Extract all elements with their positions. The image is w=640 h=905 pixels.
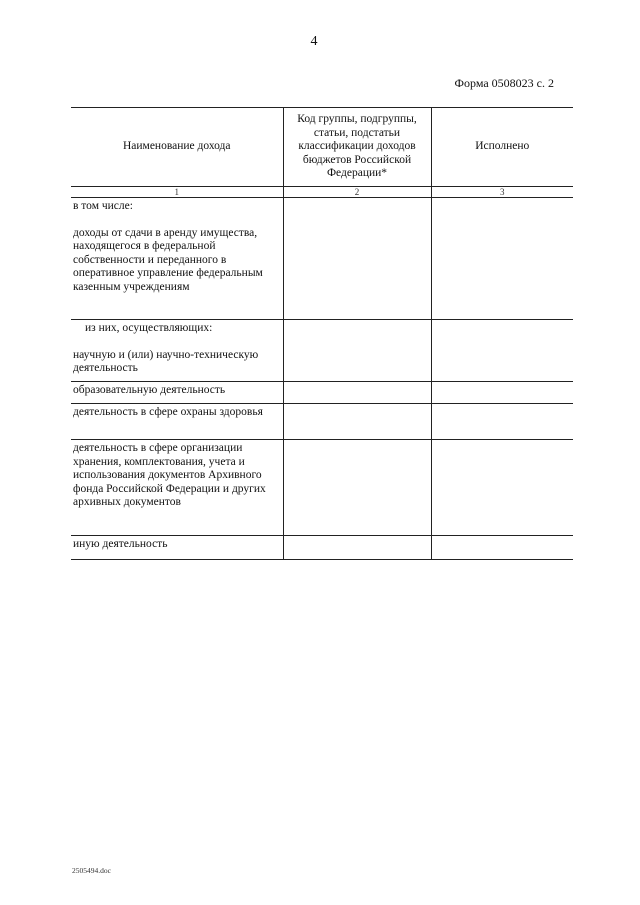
- executed-cell: [431, 404, 573, 440]
- row-label: деятельность в сфере организации хранения, комплектования, учета и использования документов Архивного фонда Российской Федерации и других архивных документов: [73, 442, 266, 508]
- column-number-2: 2: [283, 187, 431, 198]
- executed-cell: [431, 320, 573, 382]
- income-name-cell: [71, 404, 283, 440]
- code-cell: [283, 198, 431, 320]
- row-label: иную деятельность: [73, 538, 168, 550]
- executed-cell: [431, 382, 573, 404]
- executed-cell: [431, 198, 573, 320]
- table-header-row: [71, 108, 573, 187]
- income-name-cell: [71, 440, 283, 536]
- page-number: 4: [310, 34, 318, 49]
- table-row: [71, 198, 573, 320]
- row-label: из них, осуществляющих:: [85, 322, 213, 334]
- header-executed: Исполнено: [431, 108, 573, 187]
- income-name-cell: [71, 382, 283, 404]
- code-cell: [283, 320, 431, 382]
- code-cell: [283, 382, 431, 404]
- row-label: научную и (или) научно-техническую деятельность: [73, 348, 259, 374]
- code-cell: [283, 536, 431, 560]
- row-label: деятельность в сфере охраны здоровья: [73, 406, 263, 418]
- column-number-1: 1: [71, 187, 283, 198]
- income-table: [71, 107, 573, 560]
- row-label: доходы от сдачи в аренду имущества, находящегося в федеральной собственности и переданного в оперативное управление федеральным казенным учреждениям: [73, 226, 263, 293]
- row-label: в том числе:: [73, 200, 133, 212]
- code-cell: [283, 440, 431, 536]
- header-income-name: Наименование дохода: [71, 108, 283, 187]
- footer-filename: 2505494.doc: [72, 866, 111, 875]
- table-row: [71, 382, 573, 404]
- column-number-3: 3: [431, 187, 573, 198]
- header-classification-code: Код группы, подгруппы, статьи, подстатьи классификации доходов бюджетов Российской Федерации*: [283, 108, 431, 187]
- table-row: [71, 320, 573, 382]
- row-label: образовательную деятельность: [73, 384, 226, 396]
- income-name-cell: [71, 320, 283, 382]
- income-name-cell: [71, 198, 283, 320]
- form-label: Форма 0508023 с. 2: [454, 76, 554, 90]
- table-row: [71, 440, 573, 536]
- table-row: [71, 404, 573, 440]
- column-number-row: [71, 187, 573, 198]
- code-cell: [283, 404, 431, 440]
- executed-cell: [431, 536, 573, 560]
- income-name-cell: [71, 536, 283, 560]
- table-row: [71, 536, 573, 560]
- executed-cell: [431, 440, 573, 536]
